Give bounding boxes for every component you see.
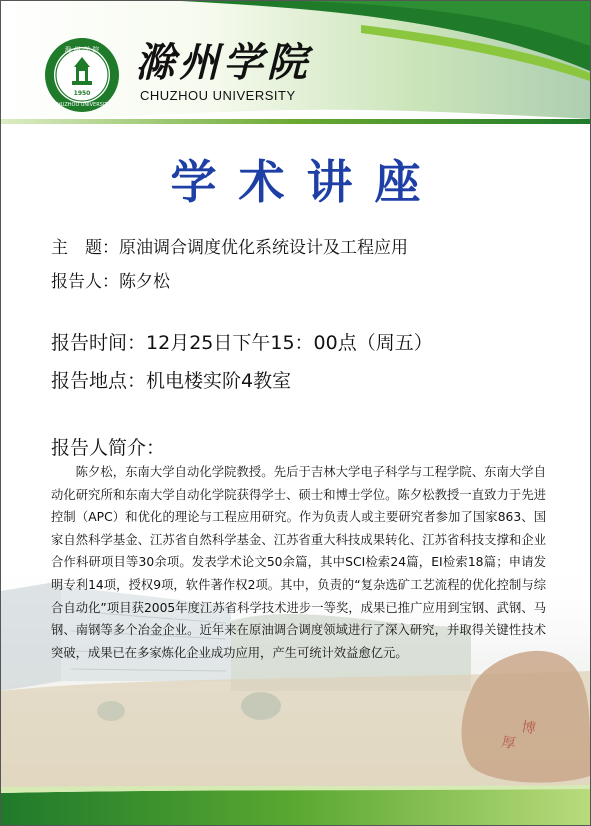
speaker-value: 陈夕松 [119, 272, 170, 292]
topic-value: 原油调合调度优化系统设计及工程应用 [119, 238, 408, 258]
topic-line [51, 233, 408, 258]
time-value: 12月25日下午15：00点（周五） [146, 332, 433, 354]
page-title: 学术讲座 [170, 155, 443, 209]
university-name-cn: 滁州学院 [135, 39, 311, 86]
footer-swoosh [1, 785, 590, 825]
svg-text:1950: 1950 [73, 90, 91, 97]
time-line [51, 328, 433, 355]
speaker-label: 报告人： [51, 272, 119, 292]
university-seal-logo [44, 37, 120, 113]
university-name-en: CHUZHOU UNIVERSITY [140, 88, 296, 103]
place-value: 机电楼实阶4教室 [146, 370, 292, 392]
svg-text:厚: 厚 [500, 734, 517, 753]
place-line [51, 366, 291, 393]
bio-heading: 报告人简介： [51, 437, 166, 459]
bio-text: 陈夕松，东南大学自动化学院教授。先后于吉林大学电子科学与工程学院、东南大学自动化研究所和东南大学自动化学院获得学士、硕士和博士学位。陈夕松教授一直致力于先进控制（APC）和优化的理论与工程应用研究。作为负责人或主要研究者参加了国家863、国家自然科学基金、江苏省自然科学基金、江苏省重大科技成果转化、江苏省科技支撑和企业合作科研项目等30余项。发表学术论文50余篇，其中SCI检索24篇，EI检索18篇；申请发明专利14项，授权9项，软件著作权2项。其中，负责的“复杂选矿工艺流程的优化控制与综合自动化”项目获2005年度江苏省科学技术进步一等奖，成果已推广应用到宝钢、武钢、马钢、南钢等多个冶金企业。近年来在原油调合调度领域进行了深入研究，并取得关键性技术突破，成果已在多家炼化企业成功应用，产生可统计效益愈亿元。 [51, 465, 546, 660]
speaker-line [51, 267, 170, 292]
svg-text:滁 州 学 院: 滁 州 学 院 [64, 46, 100, 54]
svg-text:博: 博 [520, 719, 537, 738]
place-label: 报告地点： [51, 370, 147, 392]
time-label: 报告时间： [51, 332, 147, 354]
topic-label: 主 题： [51, 238, 119, 258]
svg-text:CHUZHOU UNIVERSITY: CHUZHOU UNIVERSITY [53, 102, 111, 108]
